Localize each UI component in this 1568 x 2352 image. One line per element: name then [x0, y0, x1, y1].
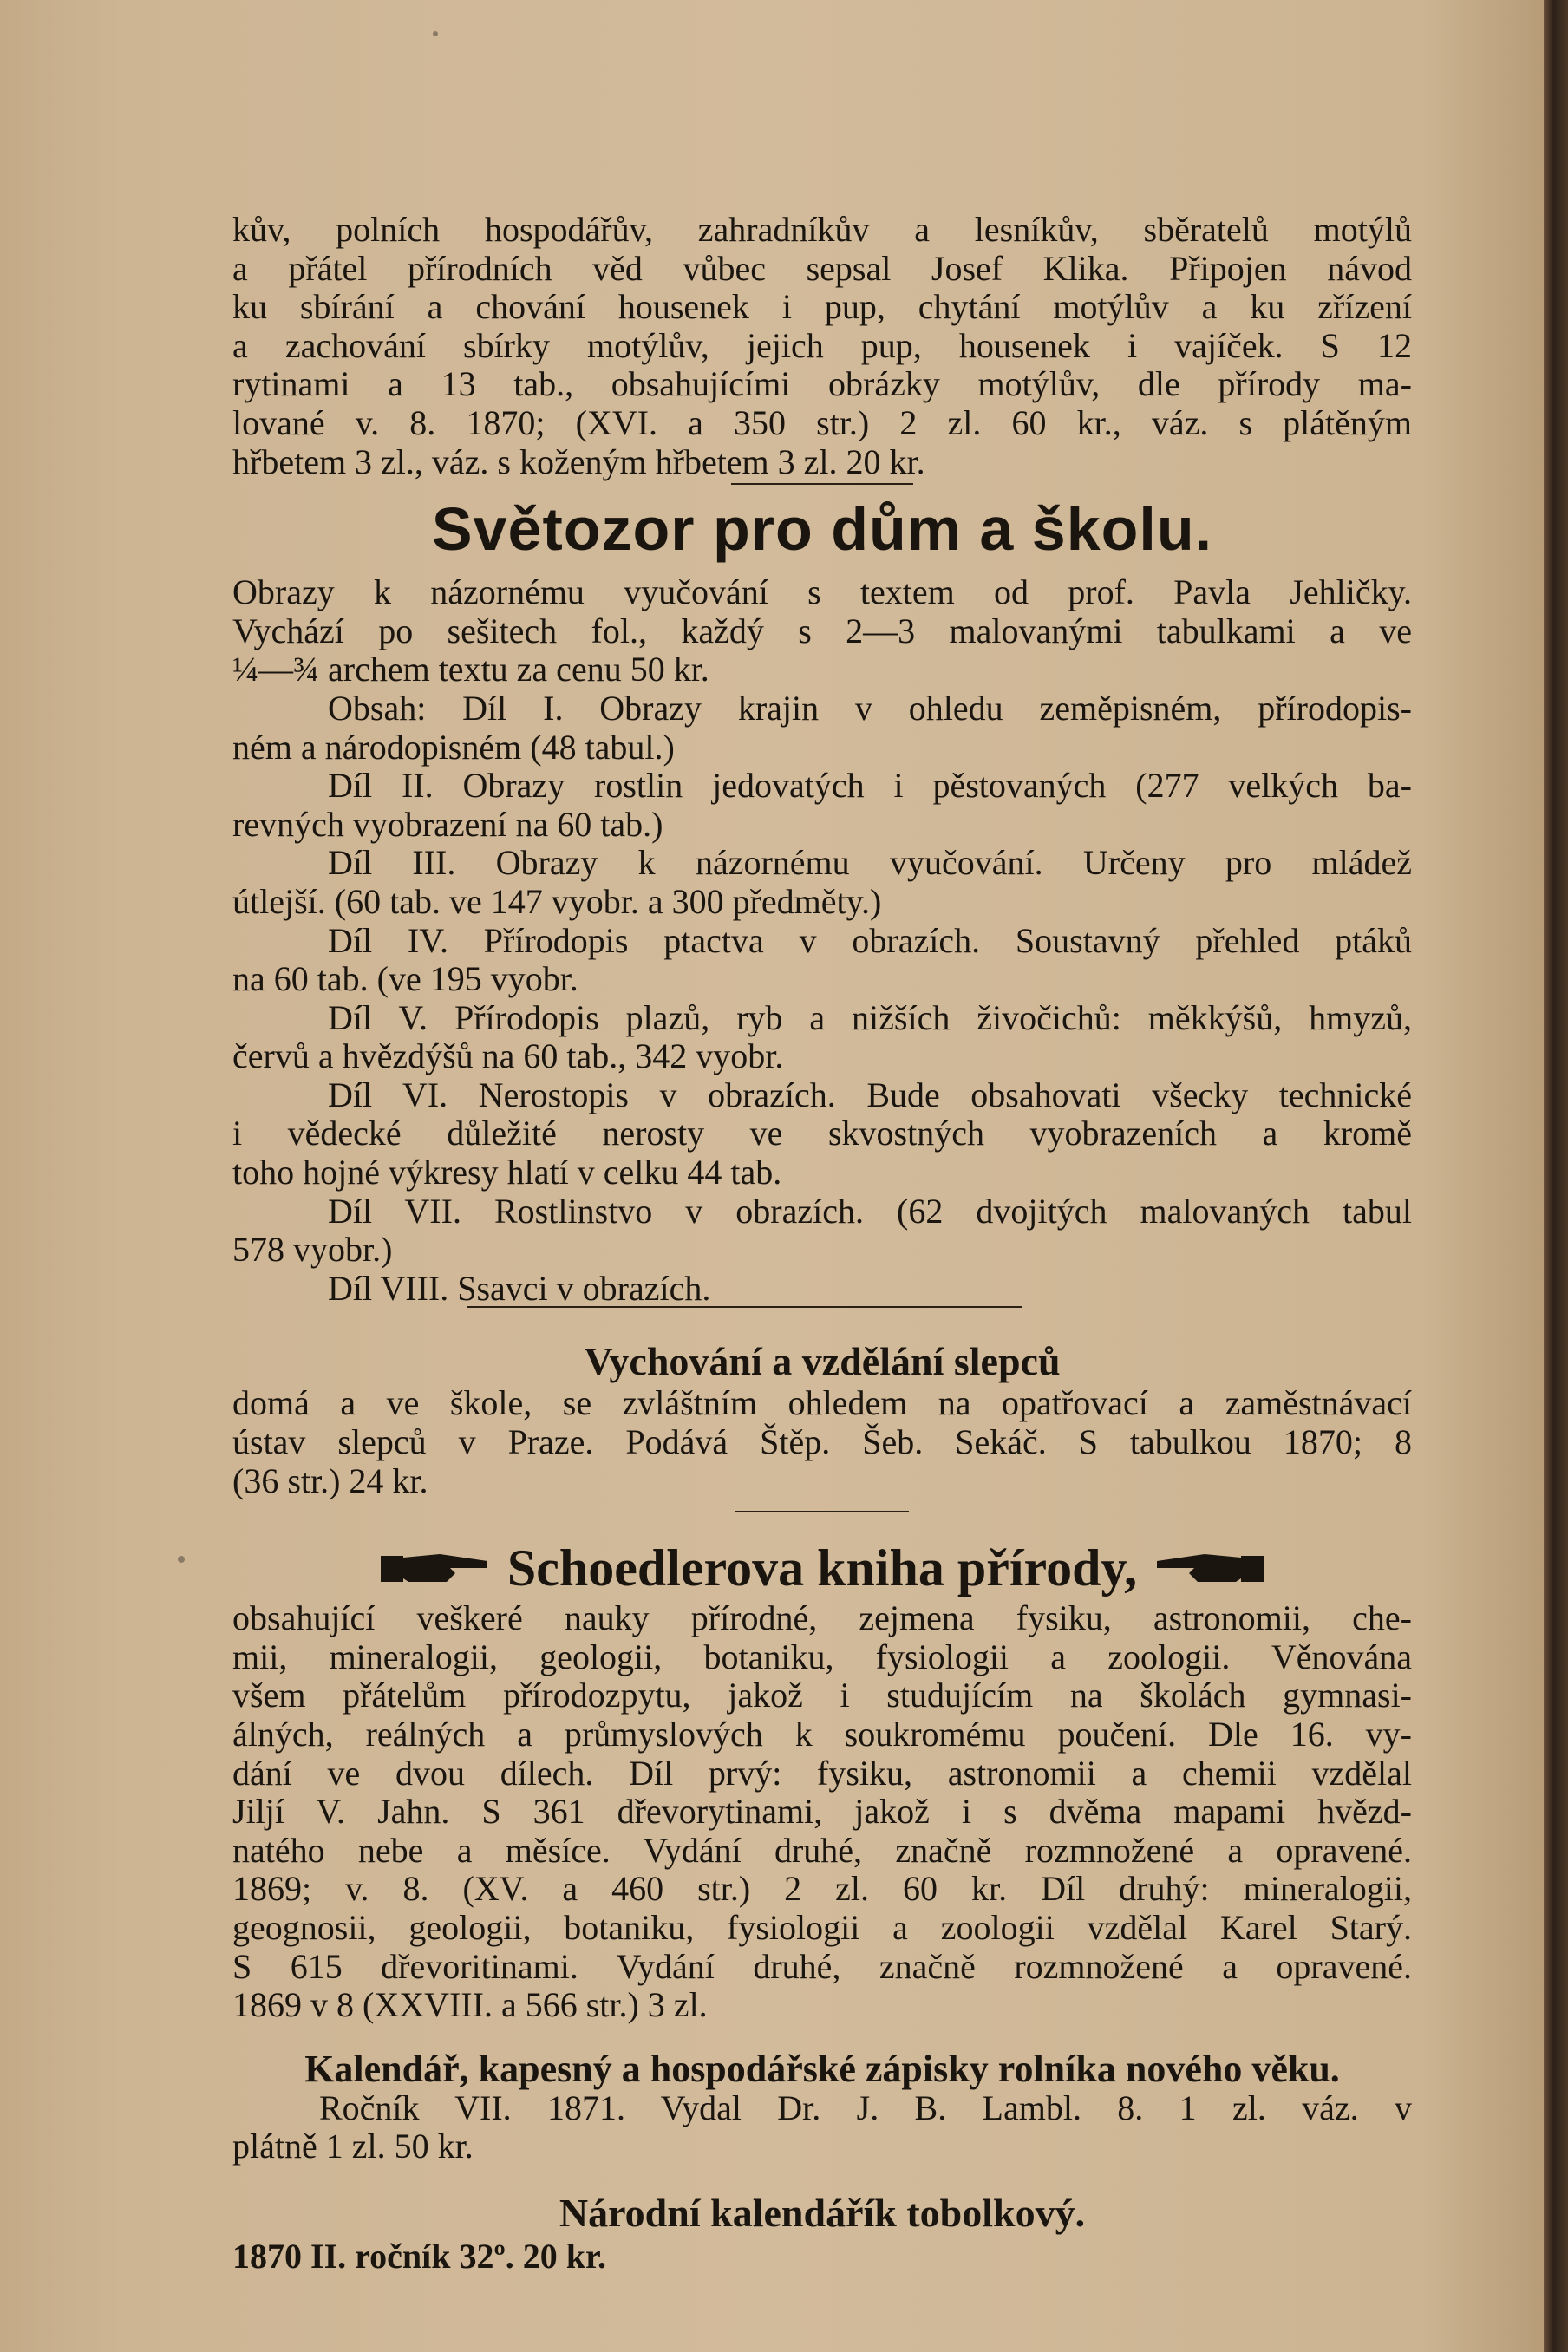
- section-divider: [731, 483, 913, 485]
- text-line: všem přátelům přírodozpytu, jakož i studujícím na školách gymnasi-: [232, 1676, 1412, 1715]
- text-line: natého nebe a měsíce. Vydání druhé, značně rozmnožené a opravené.: [232, 1830, 1412, 1870]
- section-title-schoedler: [232, 1537, 1412, 1599]
- text-line: lované v. 8. 1870; (XVI. a 350 str.) 2 zl. 60 kr., váz. s plátěným: [232, 402, 1412, 442]
- part-line: Díl VIII. Ssavci v obrazích.: [328, 1268, 711, 1308]
- part-line: na 60 tab. (ve 195 vyobr.: [232, 959, 578, 999]
- part-line: revných vyobrazení na 60 tab.): [232, 804, 663, 844]
- part-line: toho hojné výkresy hlatí v celku 44 tab.: [232, 1153, 782, 1192]
- section-title-vychovani: Vychování a vzdělání slepců: [584, 1339, 1061, 1384]
- text-line: Jiljí V. Jahn. S 361 dřevorytinami, jakož i s dvěma mapami hvězd-: [232, 1792, 1412, 1832]
- kalendar-paragraph: [232, 2089, 1412, 2166]
- text-line: Ročník VII. 1871. Vydal Dr. J. B. Lambl. 8. 1 zl. váz. v: [319, 2087, 1412, 2127]
- svetozor-intro: [232, 573, 1412, 689]
- part-line: ném a národopisném (48 tabul.): [232, 727, 675, 767]
- text-line: rytinami a 13 tab., obsahujícími obrázky motýlův, dle přírody ma-: [232, 364, 1412, 404]
- part-line: červů a hvězdýšů na 60 tab., 342 vyobr.: [232, 1036, 784, 1076]
- part-line: Díl III. Obrazy k názornému vyučování. Určeny pro mládež: [328, 843, 1412, 883]
- part-line: Díl VII. Rostlinstvo v obrazích. (62 dvojitých malovaných tabul: [328, 1191, 1412, 1231]
- text-line: álných, reálných a průmyslových k soukromému poučení. Dle 16. vy-: [232, 1715, 1412, 1754]
- page-content: [232, 211, 1412, 2277]
- text-line: domá a ve škole, se zvláštním ohledem na opatřovací a zaměstnávací: [232, 1383, 1412, 1423]
- section-title-narodni: Národní kalendářík tobolkový.: [559, 2190, 1086, 2235]
- contents-label: Obsah:: [328, 688, 427, 728]
- part-line: 578 vyobr.): [232, 1230, 393, 1270]
- pointing-hand-right-icon: [379, 1547, 492, 1589]
- book-spine: [1544, 0, 1568, 2352]
- text-line: ústav slepců v Praze. Podává Štěp. Šeb. Sekáč. S tabulkou 1870; 8: [232, 1422, 1412, 1462]
- section-title-svetozor: Světozor pro dům a školu.: [431, 495, 1213, 564]
- text-line: a přátel přírodních věd vůbec sepsal Josef Klika. Připojen návod: [232, 248, 1412, 288]
- part-line: i vědecké důležité nerosty ve skvostných vyobrazeních a kromě: [232, 1114, 1412, 1153]
- text-line: ku sbírání a chování housenek i pup, chytání motýlův a ku zřízení: [232, 287, 1412, 327]
- part-line: Díl II. Obrazy rostlin jedovatých i pěstovaných (277 velkých ba-: [328, 766, 1412, 806]
- schoedler-title-text: Schoedlerova kniha přírody,: [506, 1539, 1138, 1597]
- part-line: Díl VI. Nerostopis v obrazích. Bude obsahovati všecky technické: [328, 1075, 1412, 1114]
- schoedler-paragraph: [232, 1599, 1412, 2025]
- text-line: obsahující veškeré nauky přírodné, zejmena fysiku, astronomii, che-: [232, 1598, 1412, 1638]
- paper-speck: [178, 1556, 185, 1563]
- text-line: a zachování sbírky motýlův, jejich pup, housenek i vajíček. S 12: [232, 325, 1412, 365]
- text-line: plátně 1 zl. 50 kr.: [232, 2127, 474, 2166]
- pointing-hand-left-icon: [1153, 1547, 1265, 1589]
- paper-speck: [433, 31, 438, 36]
- text-line: Vychází po sešitech fol., každý s 2—3 malovanými tabulkami a ve: [232, 611, 1412, 650]
- narodni-paragraph: [232, 2238, 1412, 2277]
- text-line: [232, 689, 1412, 728]
- part-line: útlejší. (60 tab. ve 147 vyobr. a 300 předměty.): [232, 881, 882, 921]
- text-line: 1869 v 8 (XXVIII. a 566 str.) 3 zl.: [232, 1985, 708, 2025]
- section-title-kalendar: Kalendář, kapesný a hospodářské zápisky rolníka nového věku.: [304, 2047, 1340, 2090]
- svetozor-contents: [232, 689, 1412, 1309]
- text-line: kův, polních hospodářův, zahradníkův a lesníkův, sběratelů motýlů: [232, 210, 1412, 249]
- text-line: 1869; v. 8. (XV. a 460 str.) 2 zl. 60 kr. Díl druhý: mineralogii,: [232, 1869, 1412, 1909]
- text-line: (36 str.) 24 kr.: [232, 1460, 428, 1500]
- text-line: mii, mineralogii, geologii, botaniku, fysiologii a zoologii. Věnována: [232, 1637, 1412, 1676]
- part-line: Díl I. Obrazy krajin v ohledu zeměpisném, přírodopis-: [462, 688, 1413, 728]
- text-line: hřbetem 3 zl., váz. s koženým hřbetem 3 zl. 20 kr.: [232, 441, 925, 481]
- text-line: 1870 II. ročník 32º. 20 kr.: [232, 2236, 607, 2276]
- part-line: Díl IV. Přírodopis ptactva v obrazích. Soustavný přehled ptáků: [328, 920, 1412, 960]
- text-line: dání ve dvou dílech. Díl prvý: fysiku, astronomii a chemii vzdělal: [232, 1753, 1412, 1793]
- part-line: Díl V. Přírodopis plazů, ryb a nižších živočichů: měkkýšů, hmyzů,: [328, 997, 1412, 1037]
- vychovani-paragraph: [232, 1384, 1412, 1500]
- text-line: S 615 dřevoritinami. Vydání druhé, značně rozmnožené a opravené.: [232, 1946, 1412, 1986]
- intro-paragraph: [232, 211, 1412, 481]
- text-line: geognosii, geologii, botaniku, fysiologii a zoologii vzdělal Karel Starý.: [232, 1907, 1412, 1947]
- text-line: ¼—¾ archem textu za cenu 50 kr.: [232, 650, 709, 689]
- text-line: Obrazy k názornému vyučování s textem od prof. Pavla Jehličky.: [232, 572, 1412, 612]
- section-divider: [735, 1511, 909, 1512]
